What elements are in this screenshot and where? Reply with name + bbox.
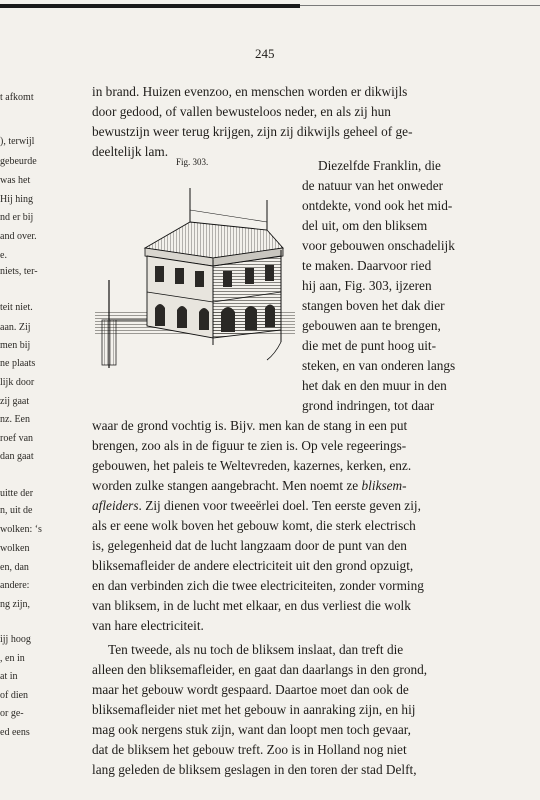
- text-line: lang geleden de bliksem geslagen in den toren der stad Delft,: [92, 762, 417, 777]
- margin-fragment: ed eens: [0, 727, 30, 738]
- text-line: in brand. Huizen evenzoo, en menschen worden er dikwijls: [92, 84, 408, 99]
- margin-fragment: niets, ter-: [0, 266, 38, 277]
- text-line: als er eene wolk boven het gebouw komt, die sterk electrisch: [92, 518, 416, 533]
- text-line: del uit, om den bliksem: [302, 218, 428, 233]
- text-line: dat de bliksem het gebouw treft. Zoo is in Holland nog niet: [92, 742, 407, 757]
- text-line: worden zulke stangen aangebracht. Men noemt ze bliksem-: [92, 478, 407, 493]
- text-line: de natuur van het onweder: [302, 178, 444, 193]
- text-line: Diezelfde Franklin, die: [318, 158, 441, 173]
- text-line: mag ook nergens stuk zijn, want dan loopt men toch gevaar,: [92, 722, 412, 737]
- page-number: 245: [255, 46, 275, 61]
- margin-fragment: gebeurde: [0, 156, 37, 167]
- margin-fragment: aan. Zij: [0, 322, 31, 333]
- text-line: stangen boven het dak dier: [302, 298, 445, 313]
- text-line: brengen, zoo als in de figuur te zien is. Op vele regeerings-: [92, 438, 407, 453]
- text-line: bliksemafleider de andere electriciteit uit den grond opzuigt,: [92, 558, 414, 573]
- text-line: Ten tweede, als nu toch de bliksem inslaat, dan treft die: [108, 642, 404, 657]
- margin-fragment: ng zijn,: [0, 599, 30, 610]
- margin-fragment: men bij: [0, 340, 31, 351]
- margin-fragment: ijj hoog: [0, 634, 31, 645]
- margin-fragment: dan gaat: [0, 451, 34, 462]
- margin-fragment: and over.: [0, 231, 37, 242]
- margin-fragment: was het: [0, 175, 31, 186]
- text-line: voor gebouwen onschadelijk: [302, 238, 455, 253]
- margin-fragment: nd er bij: [0, 212, 34, 223]
- text-line: steken, en van onderen langs: [302, 358, 456, 373]
- text-line: gebouwen, het paleis te Weltevreden, kazernes, kerken, enz.: [92, 458, 412, 473]
- text-line: en dan verbinden zich die twee electriciteiten, zonder vorming: [92, 578, 424, 593]
- text-line: gebouwen aan te brengen,: [302, 318, 441, 333]
- text-line: is, gelegenheid dat de lucht langzaam door de punt van den: [92, 538, 407, 553]
- margin-fragment: en, dan: [0, 562, 29, 573]
- text-line: bliksemafleider niet met het gebouw in aanraking zijn, en hij: [92, 702, 416, 717]
- italic-term: afleiders: [92, 498, 139, 513]
- lightning-rod-building-illustration: [95, 170, 295, 375]
- margin-fragment: andere:: [0, 580, 30, 591]
- figure-caption: Fig. 303.: [176, 157, 209, 167]
- text-line: door gedood, of vallen bewusteloos neder, en als zij hun: [92, 104, 391, 119]
- text-line: maar het gebouw wordt gespaard. Daartoe moet dan ook de: [92, 682, 409, 697]
- margin-fragment: ne plaats: [0, 358, 36, 369]
- text-line: grond indringen, tot daar: [302, 398, 435, 413]
- margin-fragment: uitte der: [0, 488, 34, 499]
- text-line: alleen den bliksemafleider, en gaat dan daarlangs in den grond,: [92, 662, 428, 677]
- margin-fragment: teit niet.: [0, 302, 33, 313]
- text-line: het dak en den muur in den: [302, 378, 447, 393]
- margin-fragment: zij gaat: [0, 396, 30, 407]
- text-line: van bliksem, in de lucht met elkaar, en dus verliest die wolk: [92, 598, 411, 613]
- margin-fragment: ), terwijl: [0, 136, 35, 147]
- text-line: hij aan, Fig. 303, ijzeren: [302, 278, 432, 293]
- margin-fragment: t afkomt: [0, 92, 34, 103]
- margin-fragment: , en in: [0, 653, 25, 664]
- left-margin-fragments: [0, 0, 52, 800]
- text-line: van hare electriciteit.: [92, 618, 204, 633]
- margin-fragment: e.: [0, 250, 7, 261]
- margin-fragment: or ge-: [0, 708, 24, 719]
- margin-fragment: n, uit de: [0, 505, 33, 516]
- text-line: ontdekte, vond ook het mid-: [302, 198, 453, 213]
- margin-fragment: lijk door: [0, 377, 35, 388]
- text-line: waar de grond vochtig is. Bijv. men kan de stang in een put: [92, 418, 408, 433]
- margin-fragment: wolken: [0, 543, 30, 554]
- margin-fragment: at in: [0, 671, 18, 682]
- margin-fragment: wolken: ‘s: [0, 524, 42, 535]
- text-line: afleiders. Zij dienen voor tweeërlei doel. Ten eerste geven zij,: [92, 498, 421, 513]
- margin-fragment: nz. Een: [0, 414, 30, 425]
- margin-fragment: of dien: [0, 690, 29, 701]
- margin-fragment: roef van: [0, 433, 34, 444]
- text-line: bewustzijn weer terug krijgen, zijn zij dikwijls geheel of ge-: [92, 124, 413, 139]
- margin-fragment: Hij hing: [0, 194, 34, 205]
- text-line: deeltelijk lam.: [92, 144, 169, 159]
- italic-term: bliksem-: [361, 478, 407, 493]
- text-line: die met de punt hoog uit-: [302, 338, 437, 353]
- text-line: te maken. Daarvoor ried: [302, 258, 432, 273]
- scan-edge-line: [300, 5, 540, 6]
